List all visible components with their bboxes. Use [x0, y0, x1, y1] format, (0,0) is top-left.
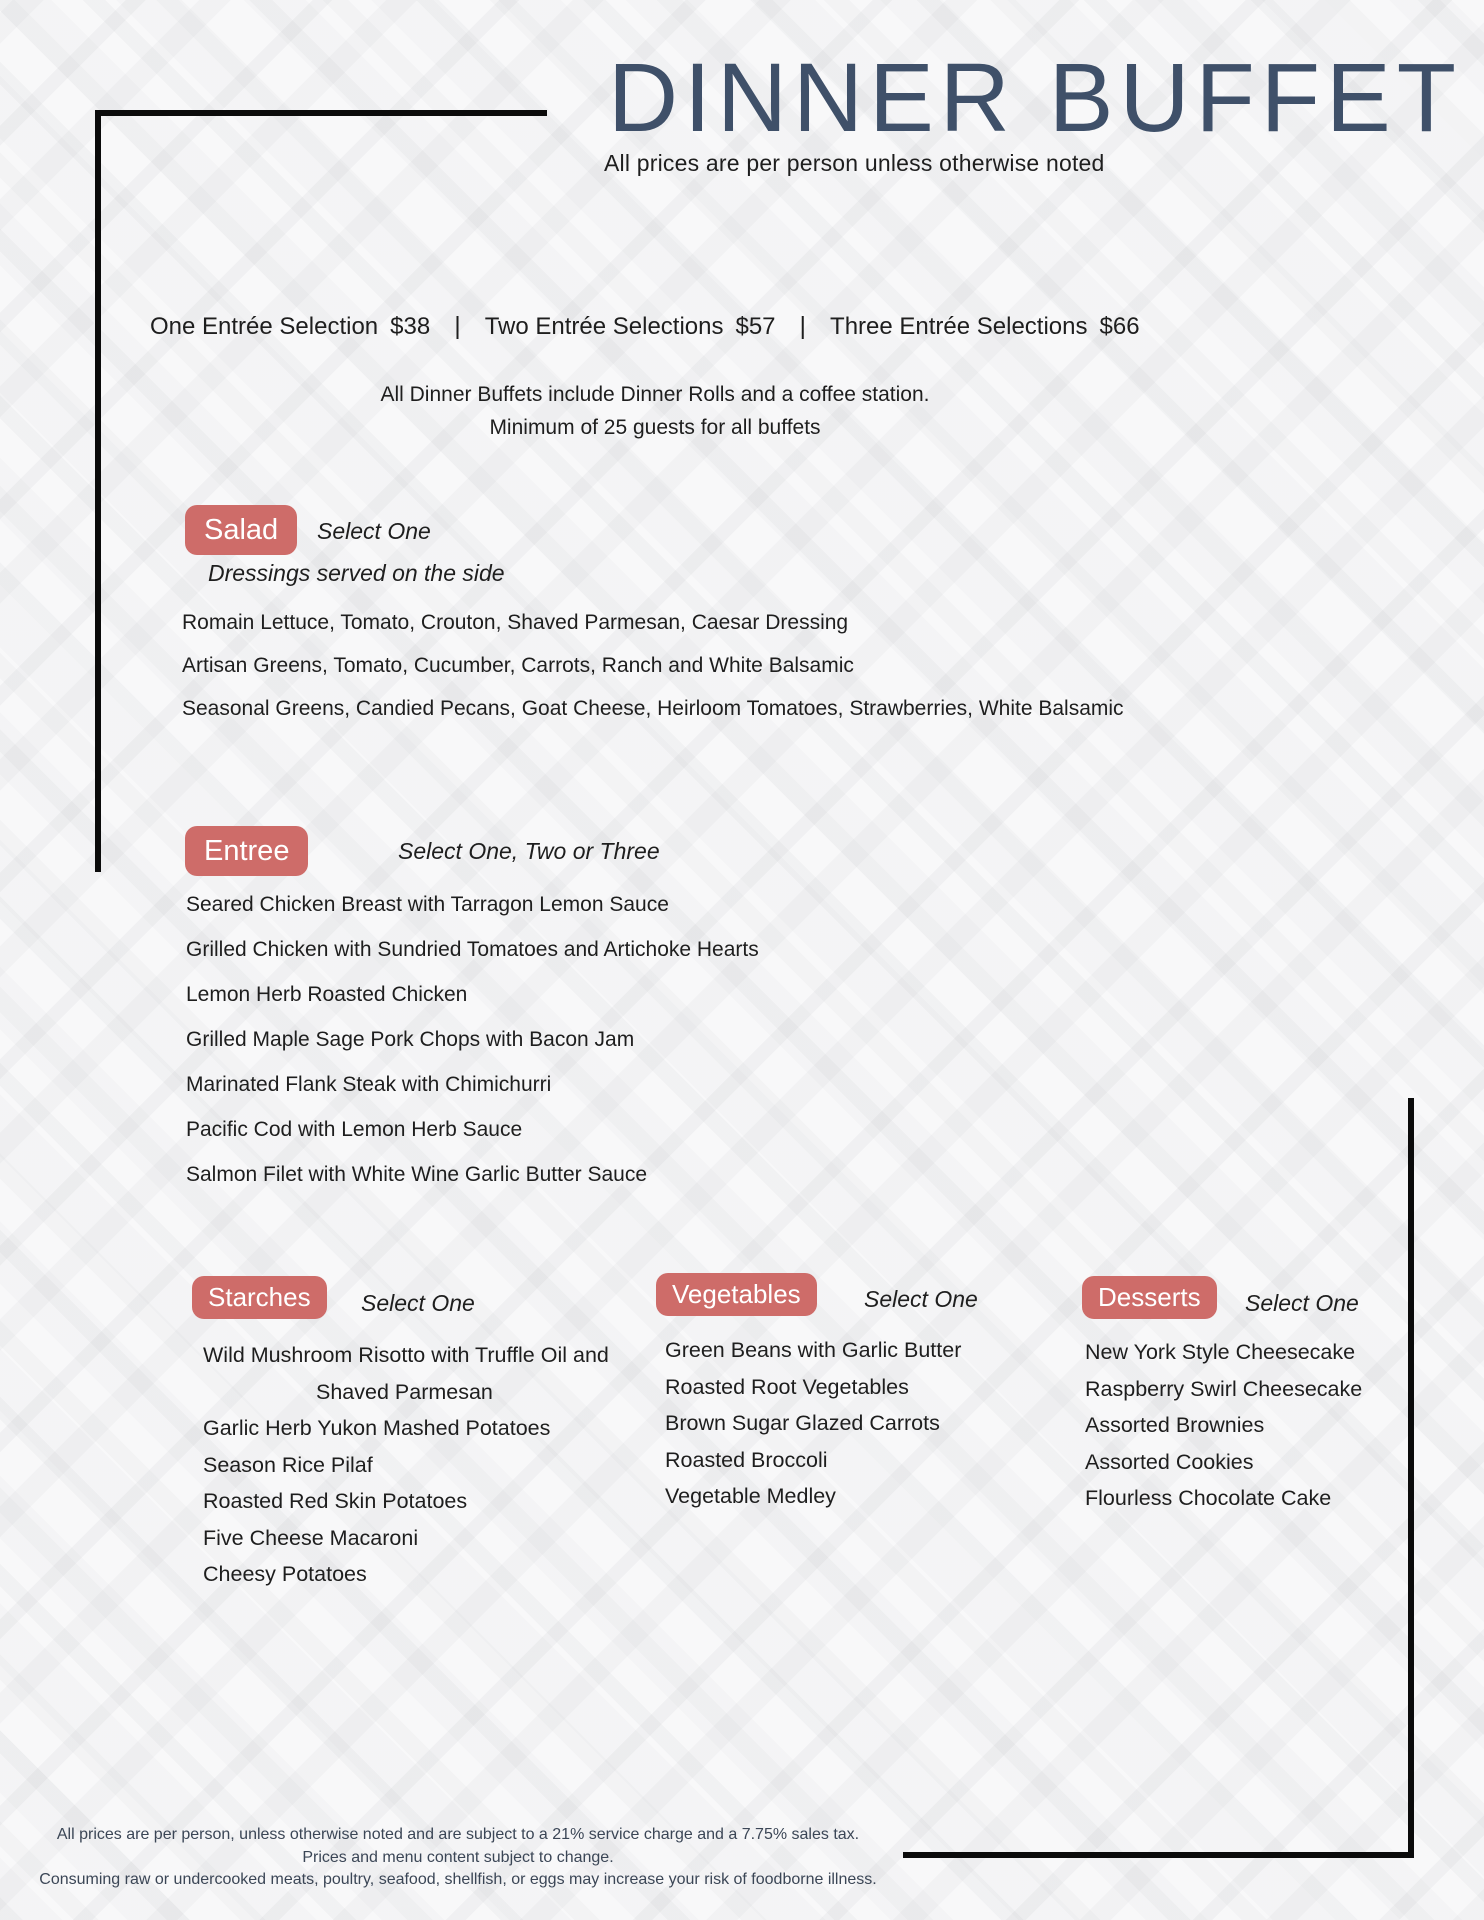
salad-dressing-note: Dressings served on the side — [208, 560, 505, 586]
dessert-menu-item: Assorted Brownies — [1085, 1413, 1265, 1437]
dessert-menu-item: Assorted Cookies — [1085, 1449, 1254, 1474]
pricing-option-three-entrees — [830, 313, 1140, 341]
section-badge-desserts: Desserts — [1082, 1276, 1217, 1319]
pricing-option-price: $66 — [1099, 312, 1140, 340]
page-subtitle: All prices are per person unless otherwise noted — [604, 150, 1105, 176]
section-instruction-desserts: Select One — [1245, 1290, 1359, 1316]
section-instruction-entree: Select One, Two or Three — [398, 838, 660, 864]
entree-item-list — [186, 882, 759, 1197]
vegetable-menu-item: Brown Sugar Glazed Carrots — [665, 1411, 940, 1435]
vegetable-menu-item: Roasted Broccoli — [665, 1447, 828, 1472]
starch-menu-item: Wild Mushroom Risotto with Truffle Oil and Shaved Parmesan — [203, 1343, 609, 1404]
section-instruction-salad: Select One — [317, 518, 431, 544]
entree-menu-item: Marinated Flank Steak with Chimichurri — [186, 1073, 552, 1096]
footer-disclaimers — [0, 1824, 916, 1892]
accent-border-bottom-horizontal — [903, 1852, 1414, 1858]
page-title: DINNER BUFFET — [608, 43, 1462, 152]
entree-menu-item: Pacific Cod with Lemon Herb Sauce — [186, 1118, 523, 1141]
footer-disclaimer-line: Consuming raw or undercooked meats, poultry, seafood, shellfish, or eggs may increase your risk of foodborne illness. — [39, 1871, 877, 1888]
dessert-menu-item: New York Style Cheesecake — [1085, 1340, 1356, 1364]
entree-menu-item: Lemon Herb Roasted Chicken — [186, 983, 468, 1006]
section-instruction-vegetables: Select One — [864, 1286, 978, 1312]
vegetables-item-list — [665, 1332, 1065, 1515]
buffet-note-includes: All Dinner Buffets include Dinner Rolls and a coffee station. — [380, 383, 930, 406]
dessert-menu-item: Flourless Chocolate Cake — [1085, 1486, 1332, 1510]
pricing-option-two-entrees — [485, 313, 776, 341]
pricing-option-label: One Entrée Selection — [150, 312, 379, 340]
accent-border-top-horizontal — [95, 110, 547, 116]
starch-menu-item: Garlic Herb Yukon Mashed Potatoes — [203, 1416, 551, 1440]
entree-menu-item: Grilled Maple Sage Pork Chops with Bacon Jam — [186, 1028, 635, 1051]
pricing-option-label: Two Entrée Selections — [484, 312, 724, 340]
vegetable-menu-item: Vegetable Medley — [665, 1484, 836, 1508]
salad-item-list — [182, 601, 1124, 730]
section-badge-salad: Salad — [185, 505, 297, 555]
starch-menu-item: Cheesy Potatoes — [203, 1562, 367, 1586]
starch-menu-item: Roasted Red Skin Potatoes — [203, 1489, 468, 1513]
starches-item-list — [203, 1337, 633, 1593]
desserts-item-list — [1085, 1334, 1415, 1517]
vegetable-menu-item: Roasted Root Vegetables — [665, 1374, 909, 1399]
entree-menu-item: Salmon Filet with White Wine Garlic Butter Sauce — [186, 1163, 647, 1186]
pricing-option-price: $38 — [390, 312, 431, 340]
dessert-menu-item: Raspberry Swirl Cheesecake — [1085, 1376, 1363, 1401]
footer-disclaimer-line: Prices and menu content subject to change. — [302, 1848, 614, 1866]
starch-menu-item: Five Cheese Macaroni — [203, 1525, 419, 1550]
buffet-notes — [330, 378, 980, 444]
vegetable-menu-item: Green Beans with Garlic Butter — [665, 1338, 962, 1362]
salad-menu-item: Romain Lettuce, Tomato, Crouton, Shaved Parmesan, Caesar Dressing — [182, 611, 849, 634]
starch-menu-item: Season Rice Pilaf — [203, 1452, 373, 1477]
pricing-separator: | — [454, 312, 461, 340]
section-badge-vegetables: Vegetables — [656, 1273, 817, 1316]
salad-menu-item: Seasonal Greens, Candied Pecans, Goat Cheese, Heirloom Tomatoes, Strawberries, White Balsamic — [182, 697, 1124, 720]
buffet-note-minimum: Minimum of 25 guests for all buffets — [489, 416, 821, 439]
entree-menu-item: Seared Chicken Breast with Tarragon Lemon Sauce — [186, 893, 669, 916]
section-badge-starches: Starches — [192, 1276, 327, 1319]
pricing-separator: | — [799, 312, 807, 340]
pricing-line — [150, 312, 1140, 341]
pricing-option-label: Three Entrée Selections — [830, 312, 1088, 340]
accent-border-left-vertical — [95, 110, 101, 872]
section-instruction-starches: Select One — [361, 1290, 475, 1316]
entree-menu-item: Grilled Chicken with Sundried Tomatoes and Artichoke Hearts — [186, 938, 759, 961]
salad-menu-item: Artisan Greens, Tomato, Cucumber, Carrots, Ranch and White Balsamic — [182, 654, 854, 677]
pricing-option-one-entree — [150, 313, 430, 341]
section-badge-entree: Entree — [185, 826, 308, 876]
footer-disclaimer-line: All prices are per person, unless otherwise noted and are subject to a 21% service charge and a 7.75% sales tax. — [56, 1826, 860, 1843]
pricing-option-price: $57 — [735, 312, 776, 340]
